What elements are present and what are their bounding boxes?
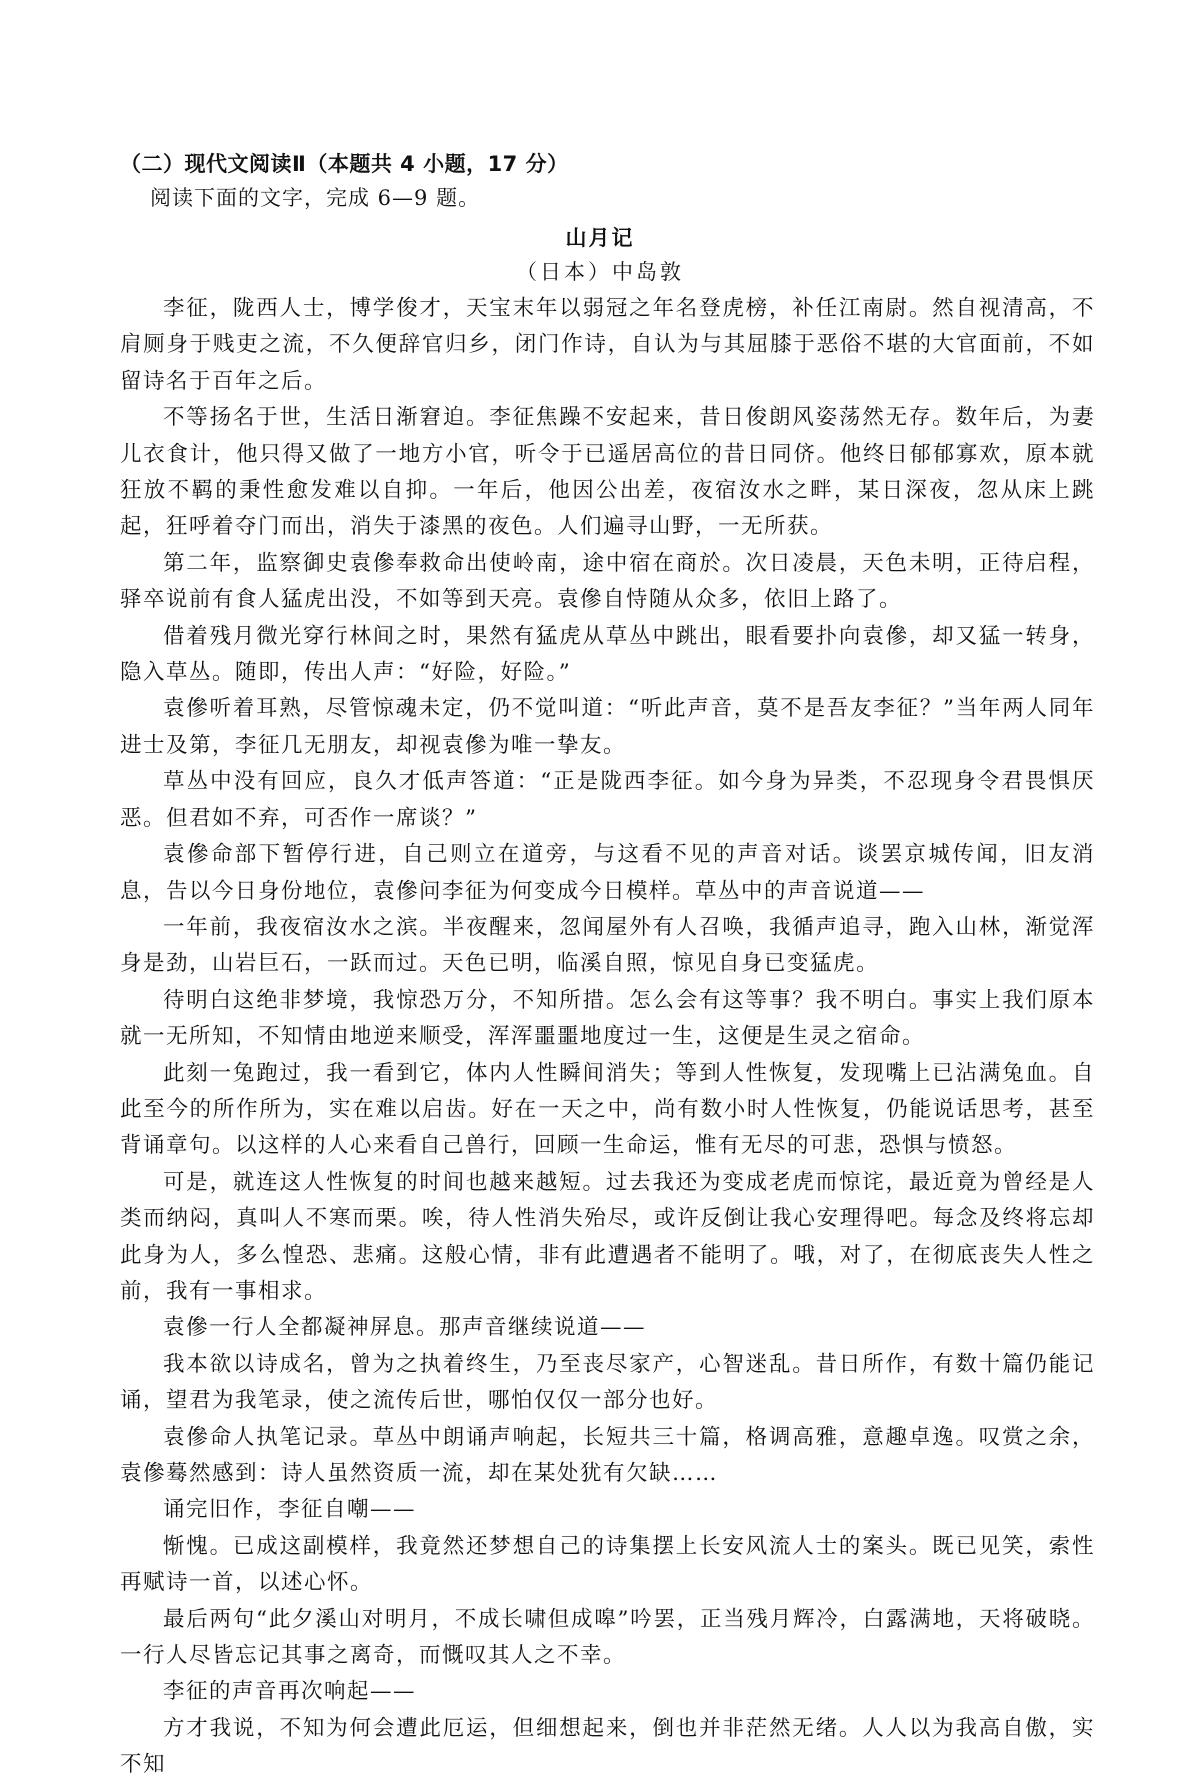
paragraph: 可是，就连这人性恢复的时间也越来越短。过去我还为变成老虎而惊诧，最近竟为曾经是人类而纳闷，真叫人不寒而栗。唉，待人性消失殆尽，或许反倒让我心安理得吧。每念及终将忘却此身为人，多么惶恐、悲痛。这般心情，非有此遭遇者不能明了。哦，对了，在彻底丧失人性之前，我有一事相求。 bbox=[120, 1169, 1095, 1304]
paragraph: 李征的声音再次响起—— bbox=[163, 1679, 417, 1705]
section-header: （二）现代文阅读Ⅱ（本题共 4 小题，17 分） bbox=[120, 152, 569, 176]
paragraph: 此刻一兔跑过，我一看到它，体内人性瞬间消失；等到人性恢复，发现嘴上已沾满兔血。自此至今的所作所为，实在难以启齿。好在一天之中，尚有数小时人性恢复，仍能说话思考，甚至背诵章句。以这样的人心来看自己兽行，回顾一生命运，惟有无尽的可悲，恐惧与愤怒。 bbox=[120, 1060, 1095, 1159]
paragraph: 借着残月微光穿行林间之时，果然有猛虎从草丛中跳出，眼看要扑向袁傪，却又猛一转身，隐入草丛。随即，传出人声：“好险，好险。” bbox=[120, 623, 1095, 686]
paragraph: 最后两句“此夕溪山对明月，不成长啸但成嗥”吟罢，正当残月辉冷，白露满地，天将破晓。一行人尽皆忘记其事之离奇，而慨叹其人之不幸。 bbox=[120, 1606, 1095, 1669]
paragraph: 惭愧。已成这副模样，我竟然还梦想自己的诗集摆上长安风流人士的案头。既已见笑，索性再赋诗一首，以述心怀。 bbox=[120, 1533, 1095, 1596]
story-title: 山月记 bbox=[565, 226, 635, 250]
paragraph: 袁傪听着耳熟，尽管惊魂未定，仍不觉叫道：“听此声音，莫不是吾友李征？”当年两人同年进士及第，李征几无朋友，却视袁傪为唯一挚友。 bbox=[120, 696, 1095, 758]
paragraph: 待明白这绝非梦境，我惊恐万分，不知所措。怎么会有这等事？我不明白。事实上我们原本就一无所知，不知情由地逆来顺受，浑浑噩噩地度过一生，这便是生灵之宿命。 bbox=[120, 987, 1095, 1050]
paragraph: 李征，陇西人士，博学俊才，天宝末年以弱冠之年名登虎榜，补任江南尉。然自视清高，不肩厕身于贱吏之流，不久便辞官归乡，闭门作诗，自认为与其屈膝于恶俗不堪的大官面前，不如留诗名于百年之后。 bbox=[120, 296, 1095, 394]
paragraph: 不等扬名于世，生活日渐窘迫。李征焦躁不安起来，昔日俊朗风姿荡然无存。数年后，为妻儿衣食计，他只得又做了一地方小官，听令于已遥居高位的昔日同侪。他终日郁郁寡欢，原本就狂放不羁的秉性愈发难以自抑。一年后，他因公出差，夜宿汝水之畔，某日深夜，忽从床上跳起，狂呼着夺门而出，消失于漆黑的夜色。人们遍寻山野，一无所获。 bbox=[120, 405, 1095, 540]
paragraph: 袁傪命部下暂停行进，自己则立在道旁，与这看不见的声音对话。谈罢京城传闻，旧友消息，告以今日身份地位，袁傪问李征为何变成今日模样。草丛中的声音说道—— bbox=[120, 842, 1095, 904]
story-body bbox=[120, 291, 1095, 1784]
paragraph: 我本欲以诗成名，曾为之执着终生，乃至丧尽家产，心智迷乱。昔日所作，有数十篇仍能记诵，望君为我笔录，使之流传后世，哪怕仅仅一部分也好。 bbox=[120, 1351, 1095, 1414]
paragraph: 诵完旧作，李征自嘲—— bbox=[163, 1497, 417, 1523]
paragraph: 袁傪一行人全都凝神屏息。那声音继续说道—— bbox=[163, 1315, 647, 1341]
paragraph: 草丛中没有回应，良久才低声答道：“正是陇西李征。如今身为异类，不忍现身令君畏惧厌恶。但君如不弃，可否作一席谈？” bbox=[120, 769, 1095, 831]
story-author: （日本）中岛敦 bbox=[516, 260, 684, 284]
paragraph: 方才我说，不知为何会遭此厄运，但细想起来，倒也并非茫然无绪。人人以为我高自傲，实不知 bbox=[120, 1715, 1095, 1778]
instruction: 阅读下面的文字，完成 6—9 题。 bbox=[150, 186, 481, 210]
paragraph: 袁傪命人执笔记录。草丛中朗诵声响起，长短共三十篇，格调高雅，意趣卓逸。叹赏之余，袁傪蓦然感到：诗人虽然资质一流，却在某处犹有欠缺…… bbox=[120, 1424, 1095, 1486]
paragraph: 一年前，我夜宿汝水之滨。半夜醒来，忽闻屋外有人召唤，我循声追寻，跑入山林，渐觉浑身是劲，山岩巨石，一跃而过。天色已明，临溪自照，惊见自身已变猛虎。 bbox=[120, 914, 1095, 977]
paragraph: 第二年，监察御史袁傪奉救命出使岭南，途中宿在商於。次日凌晨，天色未明，正待启程，驿卒说前有食人猛虎出没，不如等到天亮。袁傪自恃随从众多，依旧上路了。 bbox=[120, 550, 1095, 613]
